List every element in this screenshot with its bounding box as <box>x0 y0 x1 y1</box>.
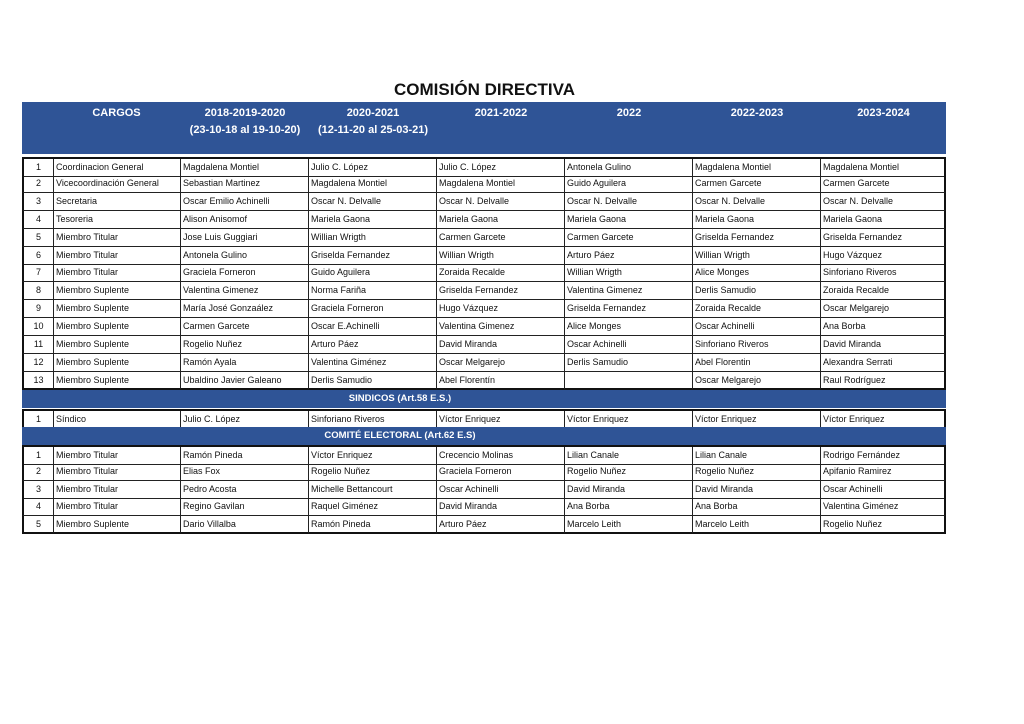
period-2023-2024-cell: Alexandra Serrati <box>821 354 946 372</box>
cargo-cell: Miembro Titular <box>54 481 181 499</box>
row-number: 7 <box>22 264 54 282</box>
cargo-cell: Miembro Titular <box>54 247 181 265</box>
header-period-2022: 2022 <box>616 107 642 119</box>
period-2022-cell: Víctor Enriquez <box>565 411 693 429</box>
period-2023-2024-cell: Rogelio Nuñez <box>821 516 946 534</box>
period-2021-2022-cell: Arturo Páez <box>437 516 565 534</box>
period-2018-2020-cell: Dario Villalba <box>181 516 309 534</box>
period-2018-2020-cell: Carmen Garcete <box>181 318 309 336</box>
period-2023-2024-cell: Víctor Enriquez <box>821 411 946 429</box>
table-row <box>22 300 946 318</box>
period-2018-2020-cell: Graciela Forneron <box>181 264 309 282</box>
period-2022-cell: Lilian Canale <box>565 447 693 465</box>
period-2018-2020-cell: Ramón Ayala <box>181 354 309 372</box>
row-number: 2 <box>22 175 54 193</box>
table-row <box>22 229 946 247</box>
period-2018-2020-cell: Alison Anisomof <box>181 211 309 229</box>
table-row <box>22 211 946 229</box>
period-2022-cell: David Miranda <box>565 481 693 499</box>
period-2022-2023-cell: David Miranda <box>693 481 821 499</box>
period-2018-2020-cell: Regino Gavilan <box>181 498 309 516</box>
period-2021-2022-cell: Crecencio Molinas <box>437 447 565 465</box>
cargo-cell: Miembro Suplente <box>54 336 181 354</box>
header-cargos: CARGOS <box>92 107 141 119</box>
cargo-cell: Tesoreria <box>54 211 181 229</box>
row-number: 4 <box>22 498 54 516</box>
period-2021-2022-cell: Víctor Enriquez <box>437 411 565 429</box>
period-2023-2024-cell: Rodrigo Fernández <box>821 447 946 465</box>
period-2023-2024-cell: Carmen Garcete <box>821 175 946 193</box>
sindicos-section-title: SINDICOS (Art.58 E.S.) <box>348 393 452 404</box>
header-period-dates: (23-10-18 al 19-10-20) <box>189 124 301 136</box>
period-2020-2021-cell: Mariela Gaona <box>309 211 437 229</box>
period-2022-2023-cell: Oscar N. Delvalle <box>693 193 821 211</box>
period-2022-cell: Oscar Achinelli <box>565 336 693 354</box>
period-2021-2022-cell: Abel Florentín <box>437 372 565 390</box>
period-2018-2020-cell: Magdalena Montiel <box>181 159 309 177</box>
period-2021-2022-cell: Hugo Vázquez <box>437 300 565 318</box>
period-2022-2023-cell: Lilian Canale <box>693 447 821 465</box>
period-2022-2023-cell: Carmen Garcete <box>693 175 821 193</box>
period-2022-cell: Valentina Gimenez <box>565 282 693 300</box>
row-number: 1 <box>22 411 54 429</box>
period-2020-2021-cell: Willian Wrigth <box>309 229 437 247</box>
table-row <box>22 463 946 481</box>
table-row <box>22 372 946 390</box>
electoral-section-title: COMITÉ ELECTORAL (Art.62 E.S) <box>324 430 476 441</box>
table-row <box>22 516 946 534</box>
period-2020-2021-cell: Sinforiano Riveros <box>309 411 437 429</box>
header-period-label: 2020-2021 <box>346 107 400 119</box>
period-2022-cell: Rogelio Nuñez <box>565 463 693 481</box>
period-2022-2023-cell: Willian Wrigth <box>693 247 821 265</box>
period-2020-2021-cell: Norma Fariña <box>309 282 437 300</box>
period-2018-2020-cell: Elias Fox <box>181 463 309 481</box>
period-2022-2023-cell: Rogelio Nuñez <box>693 463 821 481</box>
period-2020-2021-cell: Michelle Bettancourt <box>309 481 437 499</box>
period-2022-2023-cell: Ana Borba <box>693 498 821 516</box>
cargo-cell: Miembro Suplente <box>54 318 181 336</box>
period-2021-2022-cell: Willian Wrigth <box>437 247 565 265</box>
period-2021-2022-cell: Oscar Melgarejo <box>437 354 565 372</box>
table-row <box>22 498 946 516</box>
cargo-cell: Miembro Titular <box>54 498 181 516</box>
period-2022-cell: Derlis Samudio <box>565 354 693 372</box>
period-2023-2024-cell: Oscar N. Delvalle <box>821 193 946 211</box>
row-number: 6 <box>22 247 54 265</box>
cargo-cell: Vicecoordinación General <box>54 175 181 193</box>
period-2021-2022-cell: Oscar Achinelli <box>437 481 565 499</box>
table-row <box>22 193 946 211</box>
cargo-cell: Miembro Titular <box>54 463 181 481</box>
period-2023-2024-cell: Oscar Melgarejo <box>821 300 946 318</box>
period-2023-2024-cell: Sinforiano Riveros <box>821 264 946 282</box>
period-2022-2023-cell: Oscar Achinelli <box>693 318 821 336</box>
header-period-label: 2018-2019-2020 <box>204 107 286 119</box>
header-period-2018-2020 <box>181 105 309 139</box>
period-2021-2022-cell: Julio C. López <box>437 159 565 177</box>
period-2022-cell <box>565 372 693 390</box>
period-2018-2020-cell: Sebastian Martinez <box>181 175 309 193</box>
row-number: 5 <box>22 229 54 247</box>
row-number: 3 <box>22 193 54 211</box>
period-2023-2024-cell: Oscar Achinelli <box>821 481 946 499</box>
period-2020-2021-cell: Magdalena Montiel <box>309 175 437 193</box>
table-row <box>22 481 946 499</box>
period-2022-cell: Ana Borba <box>565 498 693 516</box>
header-period-2020-2021 <box>309 105 437 139</box>
table-row <box>22 175 946 193</box>
period-2020-2021-cell: Raquel Giménez <box>309 498 437 516</box>
period-2021-2022-cell: Valentina Gimenez <box>437 318 565 336</box>
period-2018-2020-cell: Valentina Gimenez <box>181 282 309 300</box>
period-2022-cell: Carmen Garcete <box>565 229 693 247</box>
header-period-2022-2023: 2022-2023 <box>730 107 784 119</box>
row-number: 13 <box>22 372 54 390</box>
period-2022-cell: Arturo Páez <box>565 247 693 265</box>
page-title: COMISIÓN DIRECTIVA <box>393 80 576 99</box>
period-2023-2024-cell: Ana Borba <box>821 318 946 336</box>
period-2018-2020-cell: Jose Luis Guggiari <box>181 229 309 247</box>
row-number: 11 <box>22 336 54 354</box>
cargo-cell: Miembro Suplente <box>54 516 181 534</box>
row-number: 5 <box>22 516 54 534</box>
period-2023-2024-cell: Griselda Fernandez <box>821 229 946 247</box>
period-2018-2020-cell: Ubaldino Javier Galeano <box>181 372 309 390</box>
cargo-cell: Síndico <box>54 411 181 429</box>
table-row <box>22 264 946 282</box>
period-2018-2020-cell: María José Gonzaález <box>181 300 309 318</box>
period-2022-2023-cell: Oscar Melgarejo <box>693 372 821 390</box>
period-2020-2021-cell: Arturo Páez <box>309 336 437 354</box>
cargo-cell: Miembro Suplente <box>54 372 181 390</box>
period-2023-2024-cell: David Miranda <box>821 336 946 354</box>
period-2022-2023-cell: Mariela Gaona <box>693 211 821 229</box>
sindicos-section-bar <box>22 390 946 408</box>
cargo-cell: Miembro Suplente <box>54 354 181 372</box>
table-row <box>22 247 946 265</box>
period-2020-2021-cell: Valentina Giménez <box>309 354 437 372</box>
period-2023-2024-cell: Mariela Gaona <box>821 211 946 229</box>
period-2021-2022-cell: David Miranda <box>437 498 565 516</box>
header-period-2023-2024: 2023-2024 <box>857 107 910 119</box>
period-2022-2023-cell: Griselda Fernandez <box>693 229 821 247</box>
header-period-dates: (12-11-20 al 25-03-21) <box>317 124 429 136</box>
row-number: 1 <box>22 159 54 177</box>
row-number: 4 <box>22 211 54 229</box>
period-2023-2024-cell: Valentina Giménez <box>821 498 946 516</box>
period-2021-2022-cell: Graciela Forneron <box>437 463 565 481</box>
period-2020-2021-cell: Derlis Samudio <box>309 372 437 390</box>
period-2022-2023-cell: Abel Florentin <box>693 354 821 372</box>
period-2022-2023-cell: Derlis Samudio <box>693 282 821 300</box>
row-number: 10 <box>22 318 54 336</box>
period-2018-2020-cell: Ramón Pineda <box>181 447 309 465</box>
period-2020-2021-cell: Ramón Pineda <box>309 516 437 534</box>
period-2020-2021-cell: Oscar N. Delvalle <box>309 193 437 211</box>
table-row <box>22 282 946 300</box>
period-2021-2022-cell: Oscar N. Delvalle <box>437 193 565 211</box>
period-2020-2021-cell: Rogelio Nuñez <box>309 463 437 481</box>
period-2023-2024-cell: Zoraida Recalde <box>821 282 946 300</box>
table-header <box>22 102 946 154</box>
row-number: 1 <box>22 447 54 465</box>
period-2021-2022-cell: Griselda Fernandez <box>437 282 565 300</box>
period-2018-2020-cell: Julio C. López <box>181 411 309 429</box>
table-row <box>22 318 946 336</box>
period-2018-2020-cell: Oscar Emilio Achinelli <box>181 193 309 211</box>
row-number: 9 <box>22 300 54 318</box>
table-row <box>22 354 946 372</box>
period-2021-2022-cell: Zoraida Recalde <box>437 264 565 282</box>
period-2022-cell: Guido Aguilera <box>565 175 693 193</box>
period-2022-2023-cell: Sinforiano Riveros <box>693 336 821 354</box>
period-2020-2021-cell: Julio C. López <box>309 159 437 177</box>
period-2018-2020-cell: Antonela Gulino <box>181 247 309 265</box>
electoral-section-bar <box>22 427 946 445</box>
period-2022-2023-cell: Marcelo Leith <box>693 516 821 534</box>
period-2022-cell: Alice Monges <box>565 318 693 336</box>
period-2018-2020-cell: Pedro Acosta <box>181 481 309 499</box>
period-2020-2021-cell: Víctor Enriquez <box>309 447 437 465</box>
cargo-cell: Miembro Titular <box>54 264 181 282</box>
period-2022-2023-cell: Alice Monges <box>693 264 821 282</box>
period-2022-cell: Oscar N. Delvalle <box>565 193 693 211</box>
period-2021-2022-cell: Carmen Garcete <box>437 229 565 247</box>
period-2020-2021-cell: Griselda Fernandez <box>309 247 437 265</box>
row-number: 2 <box>22 463 54 481</box>
table-row <box>22 409 946 429</box>
row-number: 12 <box>22 354 54 372</box>
row-number: 8 <box>22 282 54 300</box>
period-2023-2024-cell: Hugo Vázquez <box>821 247 946 265</box>
header-period-2021-2022: 2021-2022 <box>474 107 528 119</box>
period-2022-2023-cell: Magdalena Montiel <box>693 159 821 177</box>
period-2021-2022-cell: Magdalena Montiel <box>437 175 565 193</box>
period-2021-2022-cell: David Miranda <box>437 336 565 354</box>
period-2022-cell: Mariela Gaona <box>565 211 693 229</box>
cargo-cell: Miembro Suplente <box>54 282 181 300</box>
period-2022-cell: Griselda Fernandez <box>565 300 693 318</box>
cargo-cell: Coordinacion General <box>54 159 181 177</box>
cargo-cell: Miembro Titular <box>54 447 181 465</box>
period-2022-cell: Antonela Gulino <box>565 159 693 177</box>
period-2020-2021-cell: Guido Aguilera <box>309 264 437 282</box>
period-2020-2021-cell: Graciela Forneron <box>309 300 437 318</box>
period-2023-2024-cell: Apifanio Ramirez <box>821 463 946 481</box>
table-row <box>22 336 946 354</box>
cargo-cell: Miembro Suplente <box>54 300 181 318</box>
period-2022-2023-cell: Víctor Enriquez <box>693 411 821 429</box>
period-2023-2024-cell: Raul Rodríguez <box>821 372 946 390</box>
cargo-cell: Secretaria <box>54 193 181 211</box>
cargo-cell: Miembro Titular <box>54 229 181 247</box>
period-2022-cell: Marcelo Leith <box>565 516 693 534</box>
row-number: 3 <box>22 481 54 499</box>
period-2023-2024-cell: Magdalena Montiel <box>821 159 946 177</box>
period-2021-2022-cell: Mariela Gaona <box>437 211 565 229</box>
period-2022-cell: Willian Wrigth <box>565 264 693 282</box>
period-2022-2023-cell: Zoraida Recalde <box>693 300 821 318</box>
period-2018-2020-cell: Rogelio Nuñez <box>181 336 309 354</box>
period-2020-2021-cell: Oscar E.Achinelli <box>309 318 437 336</box>
